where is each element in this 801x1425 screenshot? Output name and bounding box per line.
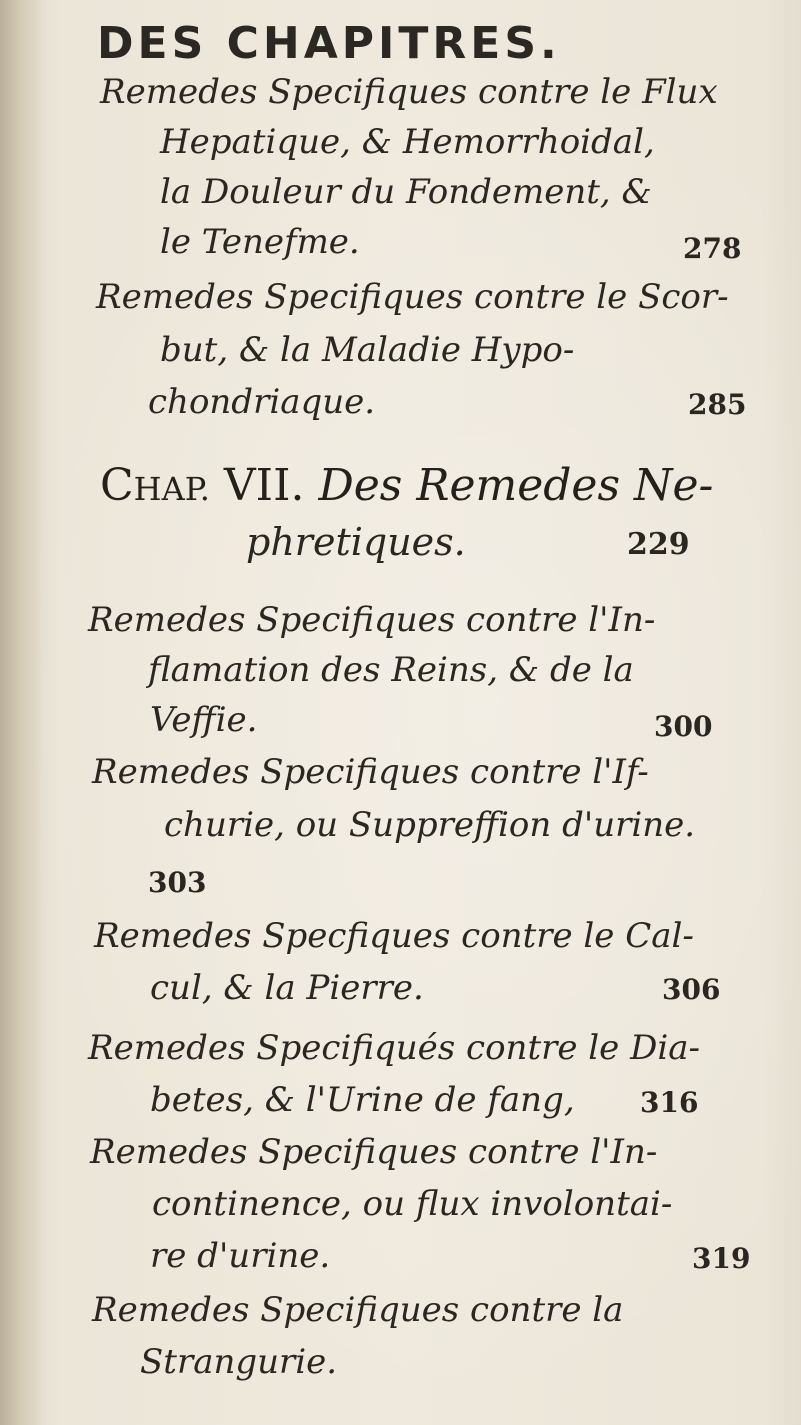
- entry-line: churie, ou Suppreffion d'urine.: [164, 805, 696, 845]
- page-number: 300: [654, 710, 713, 743]
- entry-line: betes, & l'Urine de fang,: [150, 1080, 575, 1120]
- chapter-number: VII.: [223, 460, 305, 511]
- entry-line: le Tenefme.: [160, 222, 360, 262]
- page-number: 278: [683, 232, 742, 265]
- chapter-prefix-initial: C: [100, 460, 134, 511]
- entry-line: Remedes Specifiqués contre le Dia-: [88, 1028, 700, 1068]
- entry-line: re d'urine.: [150, 1236, 331, 1276]
- entry-line: Remedes Specfiques contre le Cal-: [94, 916, 694, 956]
- entry-line: la Douleur du Fondement, &: [160, 172, 652, 212]
- entry-line: continence, ou flux involontai-: [152, 1184, 673, 1224]
- entry-line: but, & la Maladie Hypo-: [160, 330, 575, 370]
- page-number: 285: [688, 388, 747, 421]
- entry-line: Veffie.: [150, 700, 258, 740]
- entry-line: Hepatique, & Hemorrhoidal,: [160, 122, 655, 162]
- entry-line: Remedes Specifiques contre le Scor-: [96, 277, 729, 317]
- entry-line: Remedes Specifiques contre l'If-: [92, 752, 649, 792]
- page-header: DES CHAPITRES.: [97, 18, 561, 69]
- entry-line: Remedes Specifiques contre l'In-: [90, 1132, 658, 1172]
- entry-line: Remedes Specifiques contre la: [92, 1290, 624, 1330]
- chapter-title: Des Remedes Ne-: [318, 460, 714, 511]
- entry-line: Strangurie.: [140, 1342, 338, 1382]
- entry-line: Remedes Specifiques contre le Flux: [100, 72, 718, 112]
- entry-line: cul, & la Pierre.: [150, 968, 424, 1008]
- page-number: 319: [692, 1242, 751, 1275]
- chapter-title-line-1: [100, 460, 713, 511]
- page-number: 303: [148, 866, 207, 899]
- page-number: 316: [640, 1086, 699, 1119]
- page-number: 229: [627, 527, 690, 562]
- entry-line: flamation des Reins, & de la: [148, 650, 634, 690]
- entry-line: chondriaque.: [148, 382, 376, 422]
- page-number: 306: [662, 973, 721, 1006]
- chapter-prefix-rest: HAP.: [133, 470, 210, 508]
- page-spine-shadow: [0, 0, 42, 1425]
- chapter-title-line-2: phretiques.: [246, 520, 466, 564]
- entry-line: Remedes Specifiques contre l'In-: [88, 600, 656, 640]
